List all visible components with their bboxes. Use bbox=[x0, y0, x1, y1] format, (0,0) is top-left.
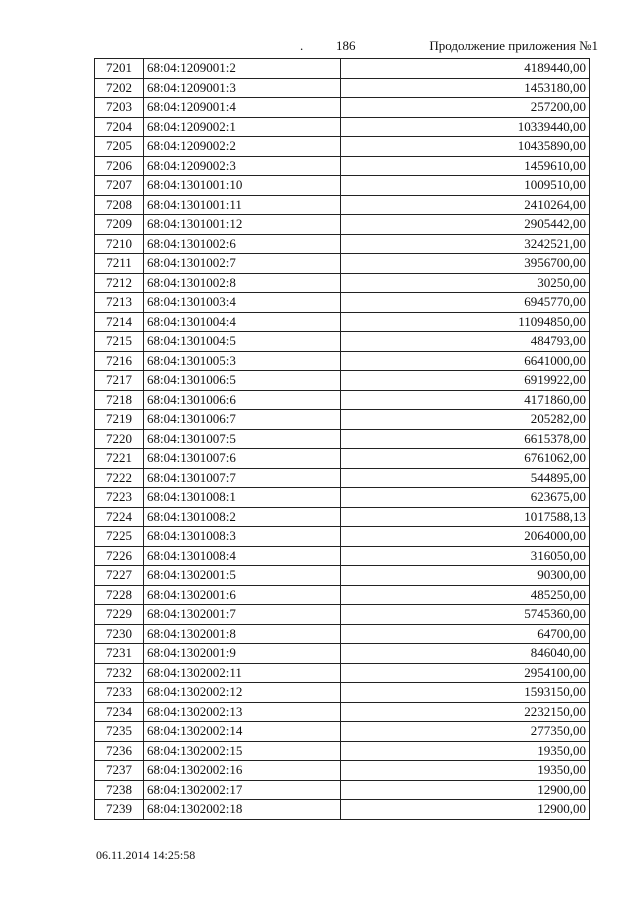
cadastral-value-cell: 544895,00 bbox=[341, 468, 590, 488]
row-number-cell: 7227 bbox=[95, 566, 144, 586]
cadastral-number-cell: 68:04:1302002:18 bbox=[144, 800, 341, 820]
row-number-cell: 7237 bbox=[95, 761, 144, 781]
row-number-cell: 7218 bbox=[95, 390, 144, 410]
table-row bbox=[95, 234, 590, 254]
cadastral-value-cell: 257200,00 bbox=[341, 98, 590, 118]
cadastral-value-cell: 19350,00 bbox=[341, 741, 590, 761]
row-number-cell: 7229 bbox=[95, 605, 144, 625]
cadastral-value-cell: 64700,00 bbox=[341, 624, 590, 644]
table-row bbox=[95, 527, 590, 547]
cadastral-value-cell: 2954100,00 bbox=[341, 663, 590, 683]
row-number-cell: 7205 bbox=[95, 137, 144, 157]
row-number-cell: 7235 bbox=[95, 722, 144, 742]
row-number-cell: 7228 bbox=[95, 585, 144, 605]
row-number-cell: 7225 bbox=[95, 527, 144, 547]
table-row bbox=[95, 332, 590, 352]
table-row bbox=[95, 468, 590, 488]
table-row bbox=[95, 800, 590, 820]
cadastral-value-cell: 484793,00 bbox=[341, 332, 590, 352]
cadastral-number-cell: 68:04:1209001:2 bbox=[144, 59, 341, 79]
cadastral-number-cell: 68:04:1301005:3 bbox=[144, 351, 341, 371]
cadastral-number-cell: 68:04:1301001:11 bbox=[144, 195, 341, 215]
table-row bbox=[95, 546, 590, 566]
row-number-cell: 7206 bbox=[95, 156, 144, 176]
print-timestamp: 06.11.2014 14:25:58 bbox=[96, 848, 196, 862]
cadastral-number-cell: 68:04:1301007:5 bbox=[144, 429, 341, 449]
row-number-cell: 7239 bbox=[95, 800, 144, 820]
cadastral-number-cell: 68:04:1301008:1 bbox=[144, 488, 341, 508]
cadastral-value-cell: 2410264,00 bbox=[341, 195, 590, 215]
cadastral-value-cell: 6919922,00 bbox=[341, 371, 590, 391]
cadastral-value-cell: 1593150,00 bbox=[341, 683, 590, 703]
cadastral-number-cell: 68:04:1301006:5 bbox=[144, 371, 341, 391]
header-dot: . bbox=[300, 38, 304, 53]
cadastral-value-cell: 1459610,00 bbox=[341, 156, 590, 176]
row-number-cell: 7224 bbox=[95, 507, 144, 527]
table-row bbox=[95, 566, 590, 586]
table-row bbox=[95, 215, 590, 235]
row-number-cell: 7230 bbox=[95, 624, 144, 644]
row-number-cell: 7204 bbox=[95, 117, 144, 137]
table-row bbox=[95, 644, 590, 664]
cadastral-value-cell: 3956700,00 bbox=[341, 254, 590, 274]
cadastral-value-cell: 846040,00 bbox=[341, 644, 590, 664]
cadastral-value-cell: 277350,00 bbox=[341, 722, 590, 742]
cadastral-number-cell: 68:04:1301008:3 bbox=[144, 527, 341, 547]
table-row bbox=[95, 780, 590, 800]
row-number-cell: 7234 bbox=[95, 702, 144, 722]
table-row bbox=[95, 390, 590, 410]
cadastral-number-cell: 68:04:1302002:13 bbox=[144, 702, 341, 722]
cadastral-value-cell: 6615378,00 bbox=[341, 429, 590, 449]
row-number-cell: 7215 bbox=[95, 332, 144, 352]
cadastral-number-cell: 68:04:1302001:9 bbox=[144, 644, 341, 664]
table-row bbox=[95, 78, 590, 98]
cadastral-number-cell: 68:04:1209001:4 bbox=[144, 98, 341, 118]
cadastral-number-cell: 68:04:1302001:5 bbox=[144, 566, 341, 586]
row-number-cell: 7201 bbox=[95, 59, 144, 79]
table-row bbox=[95, 741, 590, 761]
table-row bbox=[95, 254, 590, 274]
table-row bbox=[95, 156, 590, 176]
table-row bbox=[95, 624, 590, 644]
table-row bbox=[95, 351, 590, 371]
row-number-cell: 7214 bbox=[95, 312, 144, 332]
table-row bbox=[95, 585, 590, 605]
cadastral-value-cell: 30250,00 bbox=[341, 273, 590, 293]
table-row bbox=[95, 410, 590, 430]
table-row bbox=[95, 59, 590, 79]
cadastral-number-cell: 68:04:1301001:12 bbox=[144, 215, 341, 235]
row-number-cell: 7233 bbox=[95, 683, 144, 703]
cadastral-number-cell: 68:04:1301002:6 bbox=[144, 234, 341, 254]
cadastral-value-cell: 11094850,00 bbox=[341, 312, 590, 332]
row-number-cell: 7220 bbox=[95, 429, 144, 449]
row-number-cell: 7222 bbox=[95, 468, 144, 488]
row-number-cell: 7232 bbox=[95, 663, 144, 683]
table-row bbox=[95, 507, 590, 527]
cadastral-value-cell: 5745360,00 bbox=[341, 605, 590, 625]
cadastral-number-cell: 68:04:1302002:16 bbox=[144, 761, 341, 781]
row-number-cell: 7202 bbox=[95, 78, 144, 98]
table-row bbox=[95, 137, 590, 157]
cadastral-value-cell: 4171860,00 bbox=[341, 390, 590, 410]
cadastral-number-cell: 68:04:1301008:4 bbox=[144, 546, 341, 566]
table-row bbox=[95, 663, 590, 683]
cadastral-value-cell: 90300,00 bbox=[341, 566, 590, 586]
cadastral-number-cell: 68:04:1301007:7 bbox=[144, 468, 341, 488]
cadastral-value-cell: 19350,00 bbox=[341, 761, 590, 781]
cadastral-value-cell: 1009510,00 bbox=[341, 176, 590, 196]
row-number-cell: 7217 bbox=[95, 371, 144, 391]
cadastral-number-cell: 68:04:1302001:7 bbox=[144, 605, 341, 625]
cadastral-number-cell: 68:04:1301003:4 bbox=[144, 293, 341, 313]
row-number-cell: 7219 bbox=[95, 410, 144, 430]
row-number-cell: 7231 bbox=[95, 644, 144, 664]
table-row bbox=[95, 449, 590, 469]
cadastral-number-cell: 68:04:1302002:15 bbox=[144, 741, 341, 761]
cadastral-number-cell: 68:04:1302001:8 bbox=[144, 624, 341, 644]
row-number-cell: 7207 bbox=[95, 176, 144, 196]
table-row bbox=[95, 761, 590, 781]
cadastral-value-cell: 3242521,00 bbox=[341, 234, 590, 254]
cadastral-number-cell: 68:04:1302002:17 bbox=[144, 780, 341, 800]
table-row bbox=[95, 312, 590, 332]
cadastral-value-cell: 485250,00 bbox=[341, 585, 590, 605]
cadastral-number-cell: 68:04:1301008:2 bbox=[144, 507, 341, 527]
row-number-cell: 7223 bbox=[95, 488, 144, 508]
cadastral-number-cell: 68:04:1301001:10 bbox=[144, 176, 341, 196]
cadastral-number-cell: 68:04:1301002:8 bbox=[144, 273, 341, 293]
table-row bbox=[95, 98, 590, 118]
cadastral-value-cell: 623675,00 bbox=[341, 488, 590, 508]
cadastral-value-cell: 4189440,00 bbox=[341, 59, 590, 79]
cadastral-number-cell: 68:04:1301006:7 bbox=[144, 410, 341, 430]
cadastral-number-cell: 68:04:1301004:4 bbox=[144, 312, 341, 332]
cadastral-number-cell: 68:04:1301002:7 bbox=[144, 254, 341, 274]
table-row bbox=[95, 488, 590, 508]
cadastral-number-cell: 68:04:1302002:12 bbox=[144, 683, 341, 703]
table-row bbox=[95, 195, 590, 215]
cadastral-number-cell: 68:04:1209002:1 bbox=[144, 117, 341, 137]
table-body bbox=[95, 59, 590, 820]
cadastral-number-cell: 68:04:1302001:6 bbox=[144, 585, 341, 605]
row-number-cell: 7226 bbox=[95, 546, 144, 566]
table-row bbox=[95, 702, 590, 722]
row-number-cell: 7213 bbox=[95, 293, 144, 313]
row-number-cell: 7208 bbox=[95, 195, 144, 215]
cadastral-number-cell: 68:04:1301006:6 bbox=[144, 390, 341, 410]
cadastral-number-cell: 68:04:1209002:3 bbox=[144, 156, 341, 176]
cadastral-value-cell: 1453180,00 bbox=[341, 78, 590, 98]
row-number-cell: 7210 bbox=[95, 234, 144, 254]
table-row bbox=[95, 605, 590, 625]
table-row bbox=[95, 273, 590, 293]
cadastral-number-cell: 68:04:1301004:5 bbox=[144, 332, 341, 352]
cadastral-value-cell: 10435890,00 bbox=[341, 137, 590, 157]
table-row bbox=[95, 117, 590, 137]
cadastral-value-cell: 6641000,00 bbox=[341, 351, 590, 371]
row-number-cell: 7216 bbox=[95, 351, 144, 371]
cadastral-number-cell: 68:04:1301007:6 bbox=[144, 449, 341, 469]
row-number-cell: 7209 bbox=[95, 215, 144, 235]
table-row bbox=[95, 722, 590, 742]
table-row bbox=[95, 293, 590, 313]
cadastral-value-table bbox=[94, 58, 590, 820]
cadastral-value-cell: 205282,00 bbox=[341, 410, 590, 430]
table-row bbox=[95, 176, 590, 196]
row-number-cell: 7203 bbox=[95, 98, 144, 118]
row-number-cell: 7221 bbox=[95, 449, 144, 469]
cadastral-value-cell: 2064000,00 bbox=[341, 527, 590, 547]
cadastral-value-cell: 6761062,00 bbox=[341, 449, 590, 469]
page-number: 186 bbox=[336, 38, 356, 53]
cadastral-value-cell: 316050,00 bbox=[341, 546, 590, 566]
cadastral-number-cell: 68:04:1302002:14 bbox=[144, 722, 341, 742]
appendix-caption: Продолжение приложения №1 bbox=[429, 38, 598, 53]
cadastral-number-cell: 68:04:1209002:2 bbox=[144, 137, 341, 157]
table-row bbox=[95, 683, 590, 703]
row-number-cell: 7236 bbox=[95, 741, 144, 761]
row-number-cell: 7238 bbox=[95, 780, 144, 800]
cadastral-value-cell: 10339440,00 bbox=[341, 117, 590, 137]
row-number-cell: 7212 bbox=[95, 273, 144, 293]
cadastral-value-cell: 12900,00 bbox=[341, 800, 590, 820]
table-row bbox=[95, 371, 590, 391]
cadastral-number-cell: 68:04:1302002:11 bbox=[144, 663, 341, 683]
cadastral-number-cell: 68:04:1209001:3 bbox=[144, 78, 341, 98]
cadastral-value-cell: 2905442,00 bbox=[341, 215, 590, 235]
row-number-cell: 7211 bbox=[95, 254, 144, 274]
table-row bbox=[95, 429, 590, 449]
cadastral-value-cell: 2232150,00 bbox=[341, 702, 590, 722]
cadastral-value-cell: 12900,00 bbox=[341, 780, 590, 800]
cadastral-value-cell: 1017588,13 bbox=[341, 507, 590, 527]
page-header bbox=[0, 38, 640, 58]
cadastral-value-cell: 6945770,00 bbox=[341, 293, 590, 313]
